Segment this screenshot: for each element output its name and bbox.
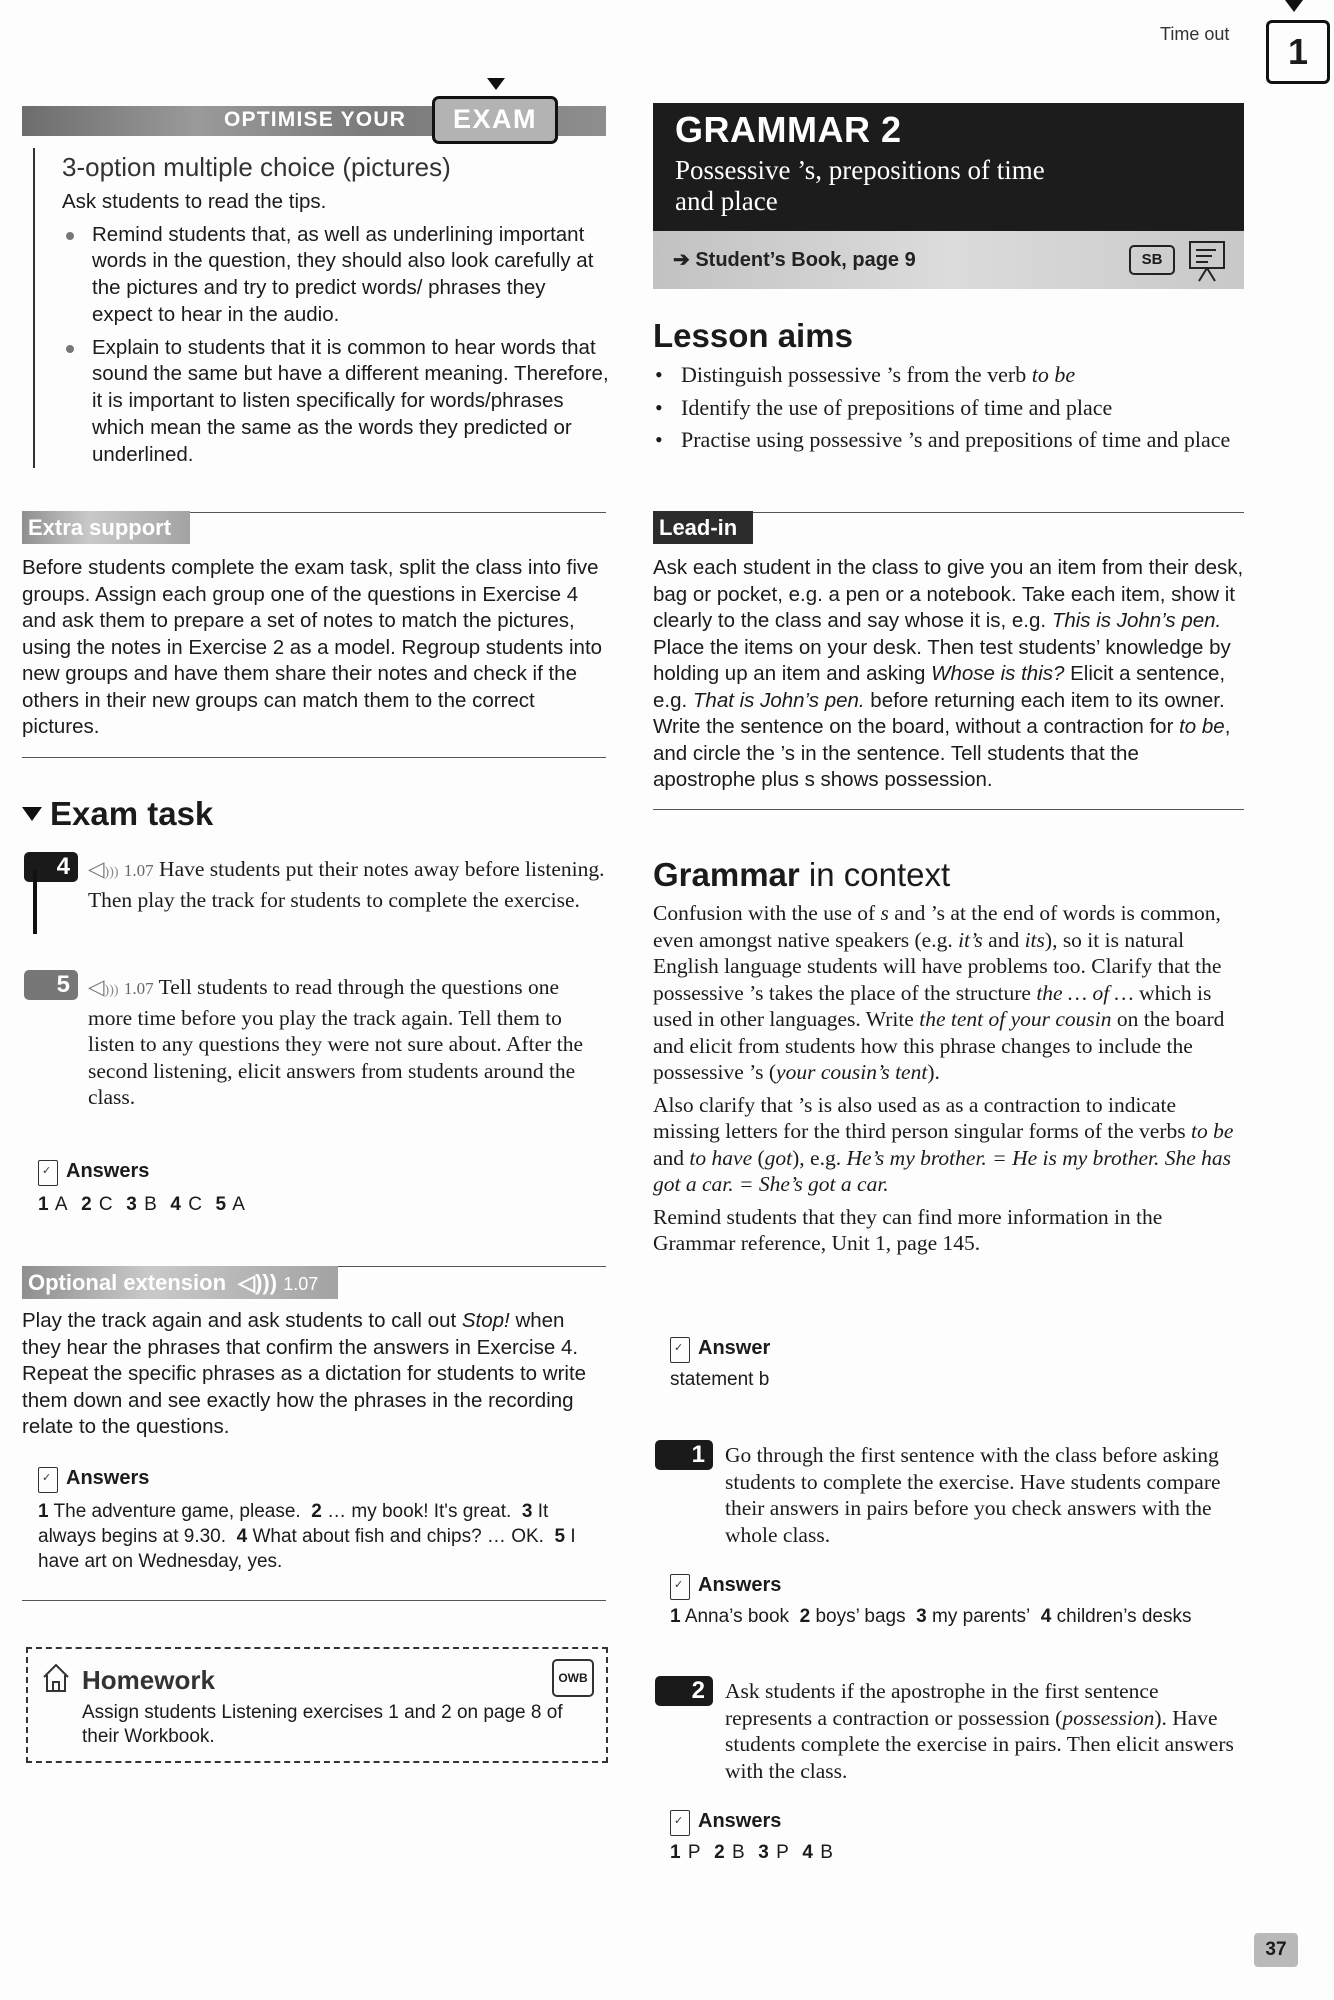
exercise-1-answers [670, 1574, 1240, 1629]
sb-badge: SB [1129, 245, 1175, 275]
exam-task-heading [22, 795, 213, 833]
extra-support-label: Extra support [22, 511, 190, 544]
optimise-side-rule [33, 148, 35, 468]
grammar-title: GRAMMAR 2 [675, 109, 902, 150]
exercise-2-number: 2 [655, 1676, 713, 1706]
answers-heading: Answers [66, 1467, 150, 1490]
lesson-aim: • Identify the use of prepositions of time and place [653, 395, 1245, 422]
exercise-4-track: 1.07 [123, 861, 154, 880]
grammar-context-para-1: Confusion with the use of s and ’s at the end of words is common, even amongst native speakers (e.g. it’s and its), so it is natural English language students will have problems too. Clarify that the possessive ’s takes the place of the structure the … of … which is used in other languages. Write the tent of your cousin on the board and elicit from students how this phrase changes to include the possessive ’s (your cousin’s tent). [653, 901, 1225, 1084]
answers-heading: Answers [698, 1810, 782, 1833]
exam-task-title: Exam task [50, 795, 214, 832]
optional-extension-text: Play the track again and ask students to call out Stop! when they hear the phrases that confirm the answers in Exercise 4. Repeat the specific phrases as a dictation for students to write them down and see exactly how the phrases in the recording relate to the questions. [22, 1309, 587, 1438]
grammar-context-answer-text: statement b [670, 1369, 770, 1390]
grammar-context-answer [670, 1337, 1230, 1392]
exercise-1-number: 1 [655, 1440, 713, 1470]
extra-support-text: Before students complete the exam task, split the class into five groups. Assign each group one of the questions in Exercise 4 and ask them to prepare a set of notes to match the pictures, using the notes in Exercise 2 as a model. Regroup students into new groups and have them share their notes and check if the others in their new groups can match them to the correct pictures. [22, 556, 603, 738]
optional-extension-label [22, 1266, 338, 1299]
answer-key-icon [670, 1337, 690, 1363]
audio-wave-icon: ))) [104, 983, 119, 998]
optimise-tips-list [62, 222, 610, 469]
grammar-context-para-2: Also clarify that ’s is also used as as a contraction to indicate missing letters for the third person singular forms of the verbs to be and to have (got), e.g. He’s my brother. = He is my brother. She has got a car. = She’s got a car. [653, 1092, 1234, 1196]
answer-key-icon [38, 1160, 58, 1186]
lesson-aim: • Practise using possessive ’s and prepositions of time and place [653, 427, 1245, 454]
answer-key-icon [670, 1810, 690, 1836]
optimise-banner-text: OPTIMISE YOUR [224, 108, 407, 131]
book-ref-text: ➔ Student’s Book, page 9 [673, 249, 916, 271]
exercise-2-answer-list: 1 P 2 B 3 P 4 B [670, 1842, 834, 1863]
exam-box-text: EXAM [452, 104, 537, 134]
optional-extension-answer-list: 1 The adventure game, please. 2 … my book! It's great. 3 It always begins at 9.30. 4 What about fish and chips? … OK. 5 I have art on Wednesday, yes. [38, 1501, 576, 1572]
house-icon [42, 1663, 70, 1693]
exam-box [432, 96, 558, 144]
lesson-aims-title: Lesson aims [653, 317, 853, 354]
optimise-intro: Ask students to read the tips. [62, 190, 327, 213]
optimise-tip: Explain to students that it is common to hear words that sound the same but have a different meaning. Therefore, it is important to listen specifically for words/phrases which mean the same as the words they predicted or underlined. [62, 335, 610, 469]
presentation-board-icon [1187, 239, 1227, 283]
audio-speaker-icon: ◁ [88, 975, 105, 999]
optimise-section [62, 152, 610, 469]
optional-extension-answers [38, 1467, 608, 1574]
exercise-5-track: 1.07 [123, 979, 154, 998]
exercise-1-answer-list: 1 Anna’s book 2 boys’ bags 3 my parents’ 4 children’s desks [670, 1606, 1192, 1627]
exercise-5-block [88, 974, 608, 1111]
exercise-4-block [88, 856, 608, 913]
unit-number-box: 1 [1266, 20, 1330, 84]
lesson-aim: • Distinguish possessive ’s from the verb to be [653, 362, 1245, 389]
optional-extension-bottom-rule [22, 1600, 606, 1601]
extra-support-top-rule [190, 512, 606, 513]
optimise-title: 3-option multiple choice (pictures) [62, 152, 451, 182]
answer-key-icon [38, 1467, 58, 1493]
exercise-2-text: Ask students if the apostrophe in the first sentence represents a contraction or possession (possession). Have students complete the exercise in pairs. Then elicit answers with the class. [725, 1679, 1234, 1783]
lesson-aims-list [653, 362, 1245, 460]
extra-support-bottom-rule [22, 757, 606, 758]
optional-extension-track: 1.07 [283, 1274, 319, 1294]
page-number: 37 [1254, 1933, 1298, 1967]
exam-task-answers [38, 1160, 598, 1217]
answers-heading: Answers [698, 1574, 782, 1597]
answers-heading: Answers [66, 1160, 150, 1183]
answer-heading: Answer [698, 1337, 771, 1360]
answer-key-icon [670, 1574, 690, 1600]
lead-in-bottom-rule [653, 809, 1244, 810]
homework-text: Assign students Listening exercises 1 and 2 on page 8 of their Workbook. [82, 1702, 563, 1747]
book-ref-bar [653, 231, 1244, 289]
lead-in-label: Lead-in [653, 511, 753, 544]
grammar-context-body [653, 900, 1245, 1257]
grammar-context-para-3: Remind students that they can find more information in the Grammar reference, Unit 1, page 145. [653, 1204, 1163, 1255]
grammar-context-title: Grammar in context [653, 856, 951, 893]
optimise-marker-arrow [487, 78, 505, 90]
homework-box [26, 1647, 608, 1763]
exercise-2-answers [670, 1810, 1240, 1865]
exercise-5-number: 5 [24, 970, 78, 1000]
audio-speaker-icon: ◁))) [238, 1270, 278, 1295]
grammar-header [653, 103, 1244, 231]
exam-task-answer-list: 1 A 2 C 3 B 4 C 5 A [38, 1194, 246, 1215]
arrow-right-icon: ➔ [673, 249, 696, 271]
audio-speaker-icon: ◁ [88, 857, 105, 881]
exercise-4-instructions: Have students put their notes away before listening. Then play the track for students to complete the exercise. [88, 857, 605, 912]
homework-title: Homework [82, 1665, 215, 1695]
audio-wave-icon: ))) [104, 865, 119, 880]
optional-extension-title: Optional extension [28, 1270, 227, 1295]
section-label: Time out [1160, 24, 1230, 44]
unit-marker-arrow [1285, 0, 1303, 12]
optimise-tip: Remind students that, as well as underlining important words in the question, they should also look carefully at the pictures and try to predict words/ phrases they expect to hear in the audio. [62, 222, 610, 329]
lead-in-text: Ask each student in the class to give you an item from their desk, bag or pocket, e.g. a pen or a notebook. Take each item, show it clearly to the class and say whose it is, e.g. This is John’s pen. Place the items on your desk. Then test students’ knowledge by holding up an item and asking Whose is this? Elicit a sentence, e.g. That is John’s pen. before returning each item to its owner. Write the sentence on the board, without a contraction for to be, and circle the ’s in the sentence. Tell students that the apostrophe plus s shows possession. [653, 556, 1244, 791]
workbook-badge: OWB [552, 1659, 594, 1697]
exercise-1-text: Go through the first sentence with the class before asking students to complete the exercise. Have students compare their answers in pairs before you check answers with the whole class. [725, 1443, 1221, 1547]
grammar-subtitle: Possessive ’s, prepositions of time and place [675, 155, 1045, 216]
exercise-4-number: 4 [24, 852, 78, 882]
exercise-4-text [88, 856, 608, 913]
triangle-down-icon [22, 807, 42, 821]
lead-in-top-rule [753, 512, 1244, 513]
optional-extension-top-rule [338, 1266, 606, 1267]
exercise-5-text [88, 974, 608, 1111]
exercise-4-bracket [33, 870, 37, 934]
exercise-5-instructions: Tell students to read through the questions one more time before you play the track again. Tell them to listen to any questions they were not sure about. After the second listening, elicit answers from students around the class. [88, 975, 583, 1109]
